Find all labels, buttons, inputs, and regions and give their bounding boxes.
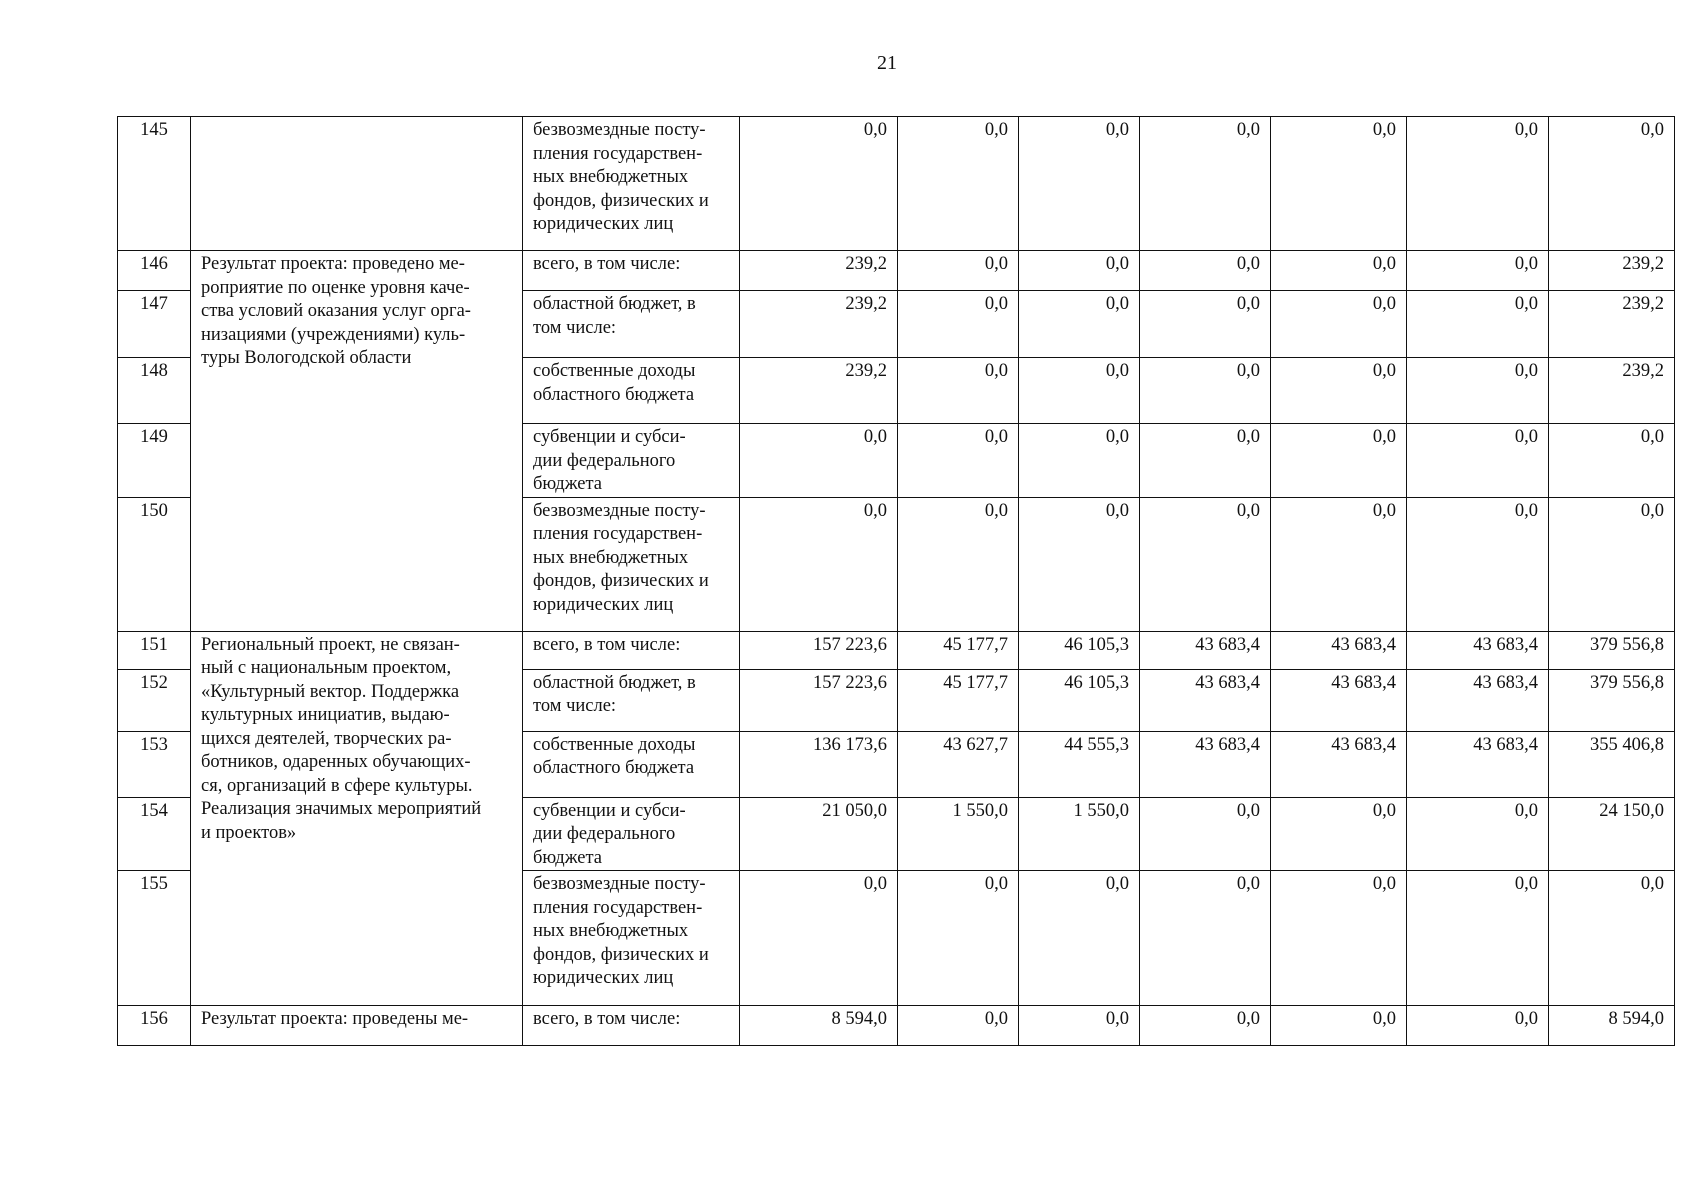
funding-source: областной бюджет, в том числе:: [523, 669, 740, 731]
value-cell: 0,0: [898, 251, 1019, 291]
value-cell: 355 406,8: [1549, 731, 1675, 797]
value-cell: 0,0: [1019, 358, 1140, 424]
value-cell: 0,0: [1140, 797, 1271, 871]
value-cell: 43 627,7: [898, 731, 1019, 797]
value-cell: 0,0: [1140, 424, 1271, 498]
value-cell: 43 683,4: [1271, 631, 1407, 669]
row-number: 148: [118, 358, 191, 424]
value-cell: 0,0: [1019, 291, 1140, 358]
value-cell: 0,0: [898, 497, 1019, 631]
item-name: Региональный проект, не связан- ный с национальным проектом, «Культурный вектор. Поддержка культурных инициатив, выдаю- щихся деятелей, творческих ра- ботников, одаренных обучающих- ся, организаций в сфере культуры. Реализация значимых мероприятий и проектов»: [191, 631, 523, 1006]
value-cell: 379 556,8: [1549, 669, 1675, 731]
row-number: 156: [118, 1006, 191, 1046]
value-cell: 0,0: [1271, 424, 1407, 498]
value-cell: 0,0: [1271, 871, 1407, 1006]
value-cell: 43 683,4: [1140, 669, 1271, 731]
value-cell: 0,0: [1549, 424, 1675, 498]
funding-source: безвозмездные посту- пления государствен- ных внебюджетных фондов, физических и юридических лиц: [523, 871, 740, 1006]
item-name: Результат проекта: проведены ме-: [191, 1006, 523, 1046]
value-cell: 0,0: [740, 424, 898, 498]
value-cell: 0,0: [1407, 291, 1549, 358]
value-cell: 46 105,3: [1019, 631, 1140, 669]
funding-source: собственные доходы областного бюджета: [523, 731, 740, 797]
table-row: [118, 1006, 1675, 1046]
table-row: [118, 251, 1675, 291]
value-cell: 0,0: [1549, 871, 1675, 1006]
value-cell: 43 683,4: [1271, 669, 1407, 731]
value-cell: 21 050,0: [740, 797, 898, 871]
budget-table: [117, 116, 1675, 1046]
value-cell: 1 550,0: [1019, 797, 1140, 871]
table-row: [118, 631, 1675, 669]
funding-source: субвенции и субси- дии федерального бюджета: [523, 797, 740, 871]
value-cell: 0,0: [1140, 1006, 1271, 1046]
value-cell: 0,0: [1407, 1006, 1549, 1046]
value-cell: 0,0: [1140, 291, 1271, 358]
row-number: 146: [118, 251, 191, 291]
value-cell: 239,2: [1549, 291, 1675, 358]
funding-source: субвенции и субси- дии федерального бюджета: [523, 424, 740, 498]
value-cell: 239,2: [1549, 251, 1675, 291]
page-number: 21: [877, 52, 897, 74]
funding-source: безвозмездные посту- пления государствен- ных внебюджетных фондов, физических и юридических лиц: [523, 497, 740, 631]
value-cell: 0,0: [1407, 251, 1549, 291]
row-number: 154: [118, 797, 191, 871]
value-cell: 44 555,3: [1019, 731, 1140, 797]
value-cell: 157 223,6: [740, 669, 898, 731]
value-cell: 239,2: [740, 358, 898, 424]
value-cell: 0,0: [740, 497, 898, 631]
value-cell: 0,0: [1271, 497, 1407, 631]
value-cell: 0,0: [1407, 424, 1549, 498]
row-number: 147: [118, 291, 191, 358]
value-cell: 8 594,0: [740, 1006, 898, 1046]
table-row: [118, 117, 1675, 251]
value-cell: 0,0: [740, 117, 898, 251]
row-number: 145: [118, 117, 191, 251]
value-cell: 43 683,4: [1407, 669, 1549, 731]
value-cell: 0,0: [1140, 117, 1271, 251]
value-cell: 0,0: [1019, 251, 1140, 291]
value-cell: 43 683,4: [1140, 731, 1271, 797]
value-cell: 0,0: [898, 871, 1019, 1006]
value-cell: 0,0: [898, 117, 1019, 251]
value-cell: 43 683,4: [1407, 631, 1549, 669]
item-name: [191, 117, 523, 251]
value-cell: 0,0: [1019, 497, 1140, 631]
value-cell: 0,0: [898, 1006, 1019, 1046]
value-cell: 0,0: [1271, 251, 1407, 291]
value-cell: 43 683,4: [1271, 731, 1407, 797]
value-cell: 0,0: [1019, 117, 1140, 251]
value-cell: 0,0: [1019, 424, 1140, 498]
value-cell: 43 683,4: [1140, 631, 1271, 669]
value-cell: 0,0: [1019, 1006, 1140, 1046]
row-number: 149: [118, 424, 191, 498]
value-cell: 0,0: [1407, 797, 1549, 871]
value-cell: 0,0: [1407, 117, 1549, 251]
row-number: 152: [118, 669, 191, 731]
value-cell: 0,0: [1407, 871, 1549, 1006]
value-cell: 0,0: [740, 871, 898, 1006]
value-cell: 0,0: [898, 358, 1019, 424]
row-number: 155: [118, 871, 191, 1006]
value-cell: 45 177,7: [898, 631, 1019, 669]
value-cell: 0,0: [1407, 497, 1549, 631]
value-cell: 0,0: [898, 291, 1019, 358]
value-cell: 0,0: [1019, 871, 1140, 1006]
value-cell: 239,2: [740, 251, 898, 291]
funding-source: всего, в том числе:: [523, 631, 740, 669]
value-cell: 0,0: [1407, 358, 1549, 424]
value-cell: 0,0: [1140, 497, 1271, 631]
value-cell: 239,2: [1549, 358, 1675, 424]
value-cell: 0,0: [1271, 358, 1407, 424]
value-cell: 0,0: [898, 424, 1019, 498]
value-cell: 43 683,4: [1407, 731, 1549, 797]
funding-source: безвозмездные посту- пления государствен- ных внебюджетных фондов, физических и юридических лиц: [523, 117, 740, 251]
value-cell: 136 173,6: [740, 731, 898, 797]
row-number: 153: [118, 731, 191, 797]
row-number: 151: [118, 631, 191, 669]
row-number: 150: [118, 497, 191, 631]
value-cell: 0,0: [1549, 497, 1675, 631]
value-cell: 45 177,7: [898, 669, 1019, 731]
value-cell: 0,0: [1271, 797, 1407, 871]
value-cell: 0,0: [1549, 117, 1675, 251]
value-cell: 24 150,0: [1549, 797, 1675, 871]
value-cell: 379 556,8: [1549, 631, 1675, 669]
value-cell: 239,2: [740, 291, 898, 358]
value-cell: 0,0: [1271, 291, 1407, 358]
value-cell: 157 223,6: [740, 631, 898, 669]
funding-source: областной бюджет, в том числе:: [523, 291, 740, 358]
value-cell: 0,0: [1271, 1006, 1407, 1046]
value-cell: 0,0: [1140, 251, 1271, 291]
value-cell: 46 105,3: [1019, 669, 1140, 731]
funding-source: собственные доходы областного бюджета: [523, 358, 740, 424]
value-cell: 0,0: [1140, 358, 1271, 424]
value-cell: 0,0: [1271, 117, 1407, 251]
funding-source: всего, в том числе:: [523, 251, 740, 291]
value-cell: 1 550,0: [898, 797, 1019, 871]
funding-source: всего, в том числе:: [523, 1006, 740, 1046]
item-name: Результат проекта: проведено ме- роприятие по оценке уровня каче- ства условий оказания услуг орга- низациями (учреждениями) куль- туры Вологодской области: [191, 251, 523, 632]
value-cell: 0,0: [1140, 871, 1271, 1006]
value-cell: 8 594,0: [1549, 1006, 1675, 1046]
